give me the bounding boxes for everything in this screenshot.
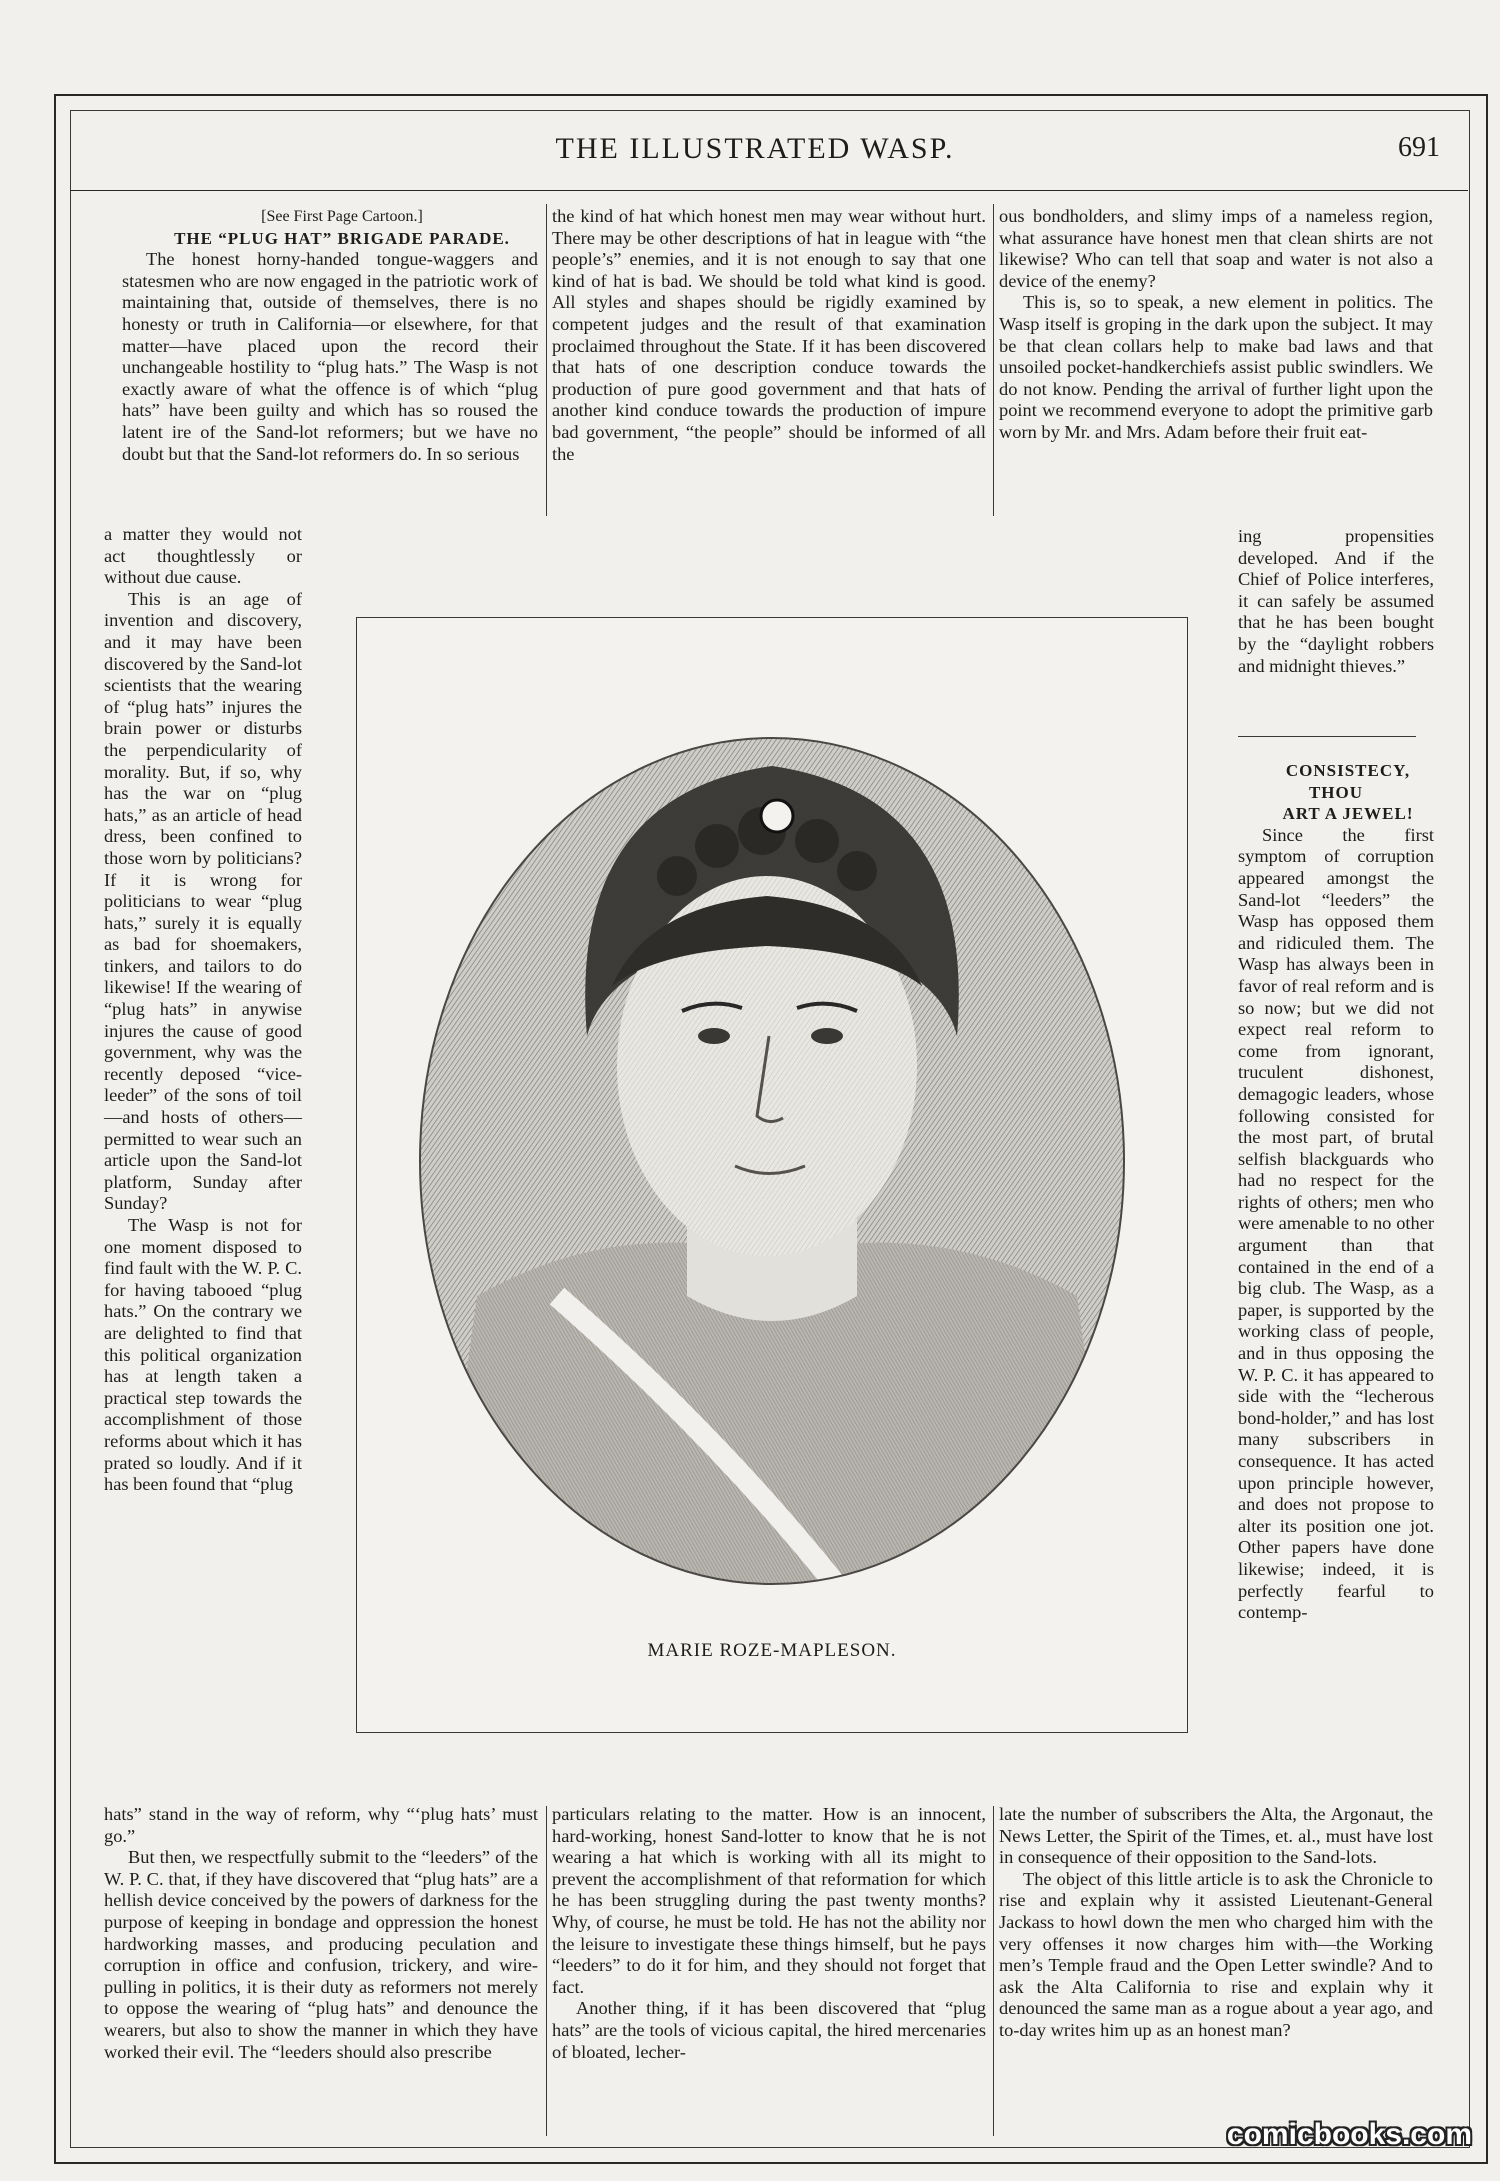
masthead-title: THE ILLUSTRATED WASP. bbox=[555, 132, 955, 165]
illustration-box bbox=[356, 617, 1188, 1733]
column-divider bbox=[993, 1806, 994, 2136]
article-column-3-top bbox=[999, 206, 1433, 444]
paragraph: hats” stand in the way of reform, why “‘plug hats’ must go.” bbox=[104, 1804, 538, 1846]
article-2-column-narrow bbox=[1238, 760, 1434, 1624]
watermark: comicbooks.com bbox=[1226, 2118, 1472, 2151]
masthead-rule bbox=[70, 190, 1468, 191]
cartoon-note: [See First Page Cartoon.] bbox=[261, 208, 423, 225]
column-divider bbox=[546, 204, 547, 516]
paragraph: This is, so to speak, a new element in politics. The Wasp itself is groping in the dark upon the subject. It may be that clean collars help to make bad laws and that unsoiled pocket-handkerchiefs assist public swindlers. We do not know. Pending the arrival of further light upon the point we recommend everyone to adopt the primitive garb worn by Mr. and Mrs. Adam before their fruit eat- bbox=[999, 292, 1433, 442]
article-2-headline: ART A JEWEL! bbox=[1282, 804, 1414, 824]
article-column-1-narrow bbox=[104, 524, 302, 1496]
paragraph: particulars relating to the matter. How is an innocent, hard-working, honest Sand-lotter to know that he is not wearing a hat which is working with all its might to prevent the accomplishment of that reformation for which he has been struggling during the past twenty months? Why, of course, he must be told. He has not the ability nor the leisure to investigate these things himself, but he pays “leeders” to do it for him, and they should not forget that fact. bbox=[552, 1804, 986, 1997]
paragraph: ing propensities developed. And if the Chief of Police interferes, it can safely be assumed that he has been bought by the “daylight robbers and midnight thieves.” bbox=[1238, 526, 1434, 676]
masthead bbox=[70, 126, 1440, 182]
section-rule bbox=[1238, 736, 1416, 737]
column-divider bbox=[546, 1806, 547, 2136]
paragraph: The honest horny-handed tongue-waggers and statesmen who are now engaged in the patriotic work of maintaining that, outside of themselves, there is no honesty or truth in California—or elsewhere, for that matter—have placed upon the record their unchangeable hostility to “plug hats.” The Wasp is not exactly aware of what the offence is of which “plug hats” have been guilty and which has so roused the latent ire of the Sand-lot reformers; but we have no doubt but that the Sand-lot reformers do. In so serious bbox=[122, 249, 538, 464]
paragraph: the kind of hat which honest men may wear without hurt. There may be other descriptions of hat in league with “the people’s” enemies, and it is not enough to say that one kind of hat is bad. We should be told what kind is good. All styles and shapes should be rigidly examined by competent judges and the result of that examination proclaimed throughout the State. If it has been discovered that hats of one description conduce towards the production of pure good government and that hats of another kind conduce towards the production of impure bad government, “the people” should be informed of all the bbox=[552, 206, 986, 464]
paragraph: Since the first symptom of corruption appeared amongst the Sand-lot “leeders” the Wasp has opposed them and ridiculed them. The Wasp has always been in favor of real reform and is so now; but we did not expect real reform to come from ignorant, truculent dishonest, demagogic leaders, whose following consisted for the most part, of brutal selfish blackguards who had no respect for the rights of others; men who were amenable to no other argument than that contained in the end of a big club. The Wasp, as a paper, is supported by the working class of people, and in thus opposing the W. P. C. it has appeared to side with the “lecherous bond-holder,” and has lost many subscribers in consequence. It has acted upon principle however, and does not propose to alter its position one jot. Other papers have done likewise; indeed, it is perfectly fearful to contemp- bbox=[1238, 824, 1434, 1623]
article-2-column-bottom bbox=[999, 1804, 1433, 2042]
article-column-1-top bbox=[122, 206, 538, 465]
paragraph: ous bondholders, and slimy imps of a nameless region, what assurance have honest men that clean shirts are not likewise? Who can tell that soap and water is not also a device of the enemy? bbox=[999, 206, 1433, 291]
paragraph: This is an age of invention and discovery, and it may have been discovered by the Sand-lot scientists that the wearing of “plug hats” injures the brain power or disturbs the perpendicularity of morality. But, if so, why has the war on “plug hats,” as an article of head dress, been confined to those worn by politicians? If it is wrong for politicians to wear “plug hats,” surely it is equally as bad for shoemakers, tinkers, and tailors to do likewise! If the wearing of “plug hats” in anywise injures the cause of good government, why was the recently deposed “vice-leeder” of the sons of toil—and hosts of others—permitted to wear such an article upon the Sand-lot platform, Sunday after Sunday? bbox=[104, 588, 302, 1214]
article-column-2-top bbox=[552, 206, 986, 465]
paragraph: The object of this little article is to ask the Chronicle to rise and explain why it assisted Lieutenant-General Jackass to howl down the men who charged him with the very offenses it now charges him with—the Working men’s Temple fraud and the Open Letter swindle? And to ask the Alta California to rise and explain why it denounced the same man as a rogue about a year ago, and to-day writes him up as an honest man? bbox=[999, 1868, 1433, 2040]
paragraph: late the number of subscribers the Alta, the Argonaut, the News Letter, the Spirit of the Times, et. al., must have lost in consequence of their opposition to the Sand-lots. bbox=[999, 1804, 1433, 1868]
article-column-3-narrow bbox=[1238, 526, 1434, 677]
article-2-headline: CONSISTECY, THOU bbox=[1285, 761, 1411, 802]
paragraph: a matter they would not act thoughtlessly or without due cause. bbox=[104, 524, 302, 588]
column-divider bbox=[993, 204, 994, 516]
illustration-caption: MARIE ROZE-MAPLESON. bbox=[647, 1640, 897, 1661]
paragraph: But then, we respectfully submit to the “leeders” of the W. P. C. that, if they have discovered that “plug hats” are a hellish device conceived by the powers of darkness for the purpose of keeping in bondage and oppression the honest hardworking masses, and producing peculation and corruption in office and confusion, trickery, and wire-pulling in politics, it is their duty as reformers not merely to oppose the wearing of “plug hats” and denounce the wearers, but also to show the manner in which they have worked their evil. The “leeders should also prescribe bbox=[104, 1847, 538, 2062]
engraved-portrait-icon bbox=[417, 736, 1127, 1586]
paragraph: The Wasp is not for one moment disposed to find fault with the W. P. C. for having tabooed “plug hats.” On the contrary we are delighted to find that this political organization has at length taken a practical step towards the accomplishment of those reforms about which it has prated so loudly. And if it has been found that “plug bbox=[104, 1215, 302, 1495]
article-headline: THE “PLUG HAT” BRIGADE PARADE. bbox=[174, 228, 510, 248]
article-column-2-bottom bbox=[552, 1804, 986, 2063]
article-column-1-bottom bbox=[104, 1804, 538, 2063]
paragraph: Another thing, if it has been discovered that “plug hats” are the tools of vicious capital, the hired mercenaries of bloated, lecher- bbox=[552, 1998, 986, 2062]
page-number: 691 bbox=[1398, 132, 1440, 163]
